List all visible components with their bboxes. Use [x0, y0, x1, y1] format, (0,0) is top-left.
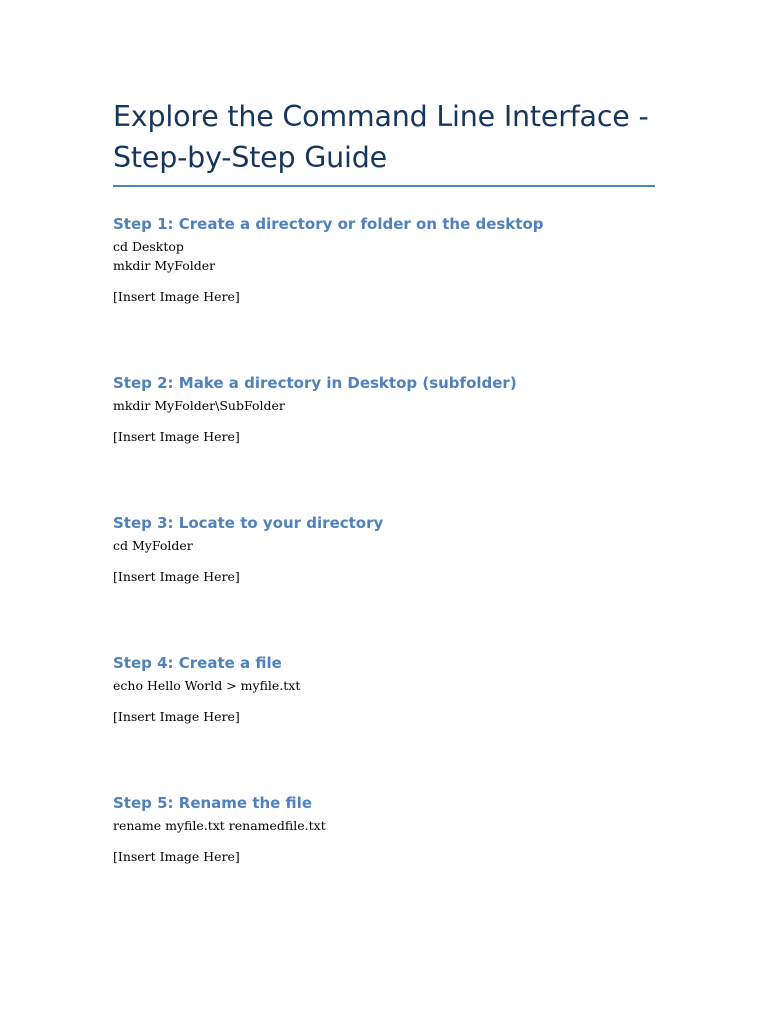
- step-5-heading: Step 5: Rename the file: [113, 794, 312, 812]
- step-4-image-placeholder: [Insert Image Here]: [113, 709, 240, 724]
- title-underline: [113, 185, 655, 187]
- document-page: [113, 96, 655, 187]
- step-1-commands: [113, 237, 544, 275]
- step-1-image-placeholder: [Insert Image Here]: [113, 289, 240, 304]
- step-4-heading: Step 4: Create a file: [113, 654, 282, 672]
- document-title: [113, 96, 655, 178]
- title-line-1: Explore the Command Line Interface -: [113, 100, 649, 133]
- step-1-command-2: mkdir MyFolder: [113, 258, 216, 273]
- step-3-command-1: cd MyFolder: [113, 538, 193, 553]
- step-4-section: [113, 653, 300, 726]
- step-3-commands: [113, 536, 383, 555]
- step-5-section: [113, 793, 326, 866]
- step-1-command-1: cd Desktop: [113, 239, 184, 254]
- step-2-section: [113, 373, 517, 446]
- step-5-commands: [113, 816, 326, 835]
- step-1-section: [113, 214, 544, 306]
- step-2-heading: Step 2: Make a directory in Desktop (subfolder): [113, 374, 517, 392]
- step-3-image-placeholder: [Insert Image Here]: [113, 569, 240, 584]
- step-2-image-placeholder: [Insert Image Here]: [113, 429, 240, 444]
- title-line-2: Step-by-Step Guide: [113, 141, 387, 174]
- step-5-command-1: rename myfile.txt renamedfile.txt: [113, 818, 326, 833]
- step-1-heading: Step 1: Create a directory or folder on the desktop: [113, 215, 544, 233]
- step-3-heading: Step 3: Locate to your directory: [113, 514, 384, 532]
- step-5-image-placeholder: [Insert Image Here]: [113, 849, 240, 864]
- step-4-commands: [113, 676, 300, 695]
- step-2-commands: [113, 396, 517, 415]
- step-4-command-1: echo Hello World > myfile.txt: [113, 678, 301, 693]
- step-2-command-1: mkdir MyFolder\SubFolder: [113, 398, 285, 413]
- step-3-section: [113, 513, 383, 586]
